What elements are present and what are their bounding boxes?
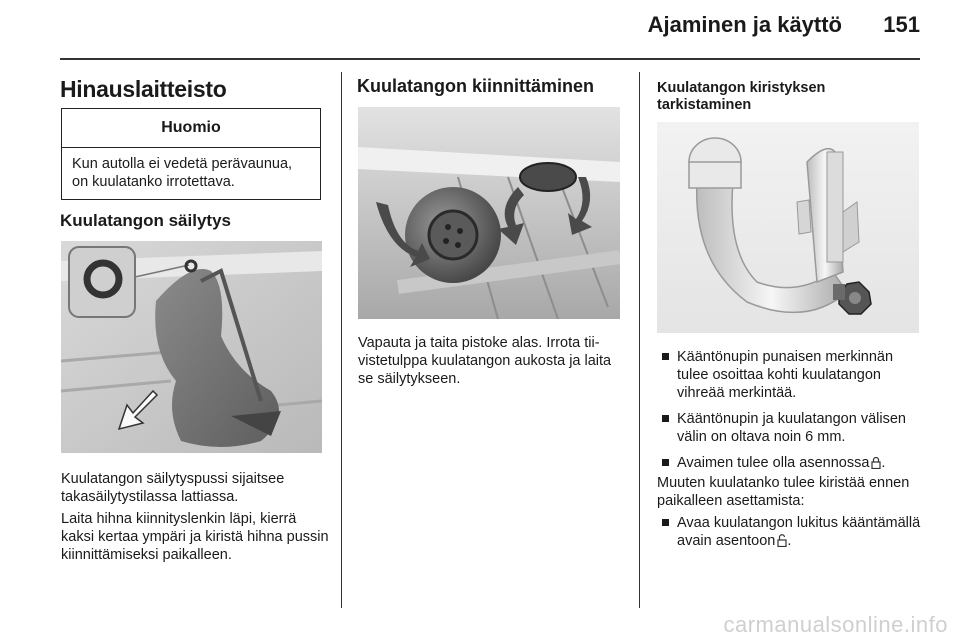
tension-paragraph: Muuten kuulatanko tulee kiristää ennen paikalleen asettamista: (657, 475, 910, 509)
watermark: carmanualsonline.info (723, 612, 948, 637)
attach-heading: Kuulatangon kiinnittäminen (357, 76, 594, 96)
storage-bag-illustration (61, 241, 322, 453)
list-item-suffix: . (787, 533, 792, 549)
socket-illustration (358, 107, 620, 319)
storage-heading: Kuulatangon säilytys (60, 211, 231, 230)
list-item-suffix: . (881, 455, 886, 471)
unlock-list (660, 514, 922, 552)
attach-paragraph-1: Vapauta ja taita pistoke alas. Irrota tiivistetulppa kuulatangon aukosta ja laita se säilytykseen. (358, 335, 612, 387)
running-header: Ajaminen ja käyttö (647, 12, 842, 37)
list-item (660, 454, 922, 474)
tension-check-heading: Kuulatangon kiristyksen tarkistaminen (657, 80, 826, 113)
column-divider-2 (639, 72, 640, 608)
notice-box (61, 108, 321, 200)
notice-text: Kun autolla ei vedetä perävaunua, on kuulatanko irrotettava. (72, 156, 293, 190)
notice-title: Huomio (62, 109, 320, 148)
column-divider-1 (341, 72, 342, 608)
section-title: Hinauslaitteisto (60, 76, 227, 102)
list-item-text: Avaa kuulatangon lukitus kääntämällä avain asentoon (677, 515, 921, 549)
storage-paragraph-1: Kuulatangon säilytyspussi sijaitsee takasäilytystilassa lattiassa. (61, 471, 285, 505)
padlock-open-icon (777, 534, 787, 552)
page-number: 151 (883, 12, 920, 37)
padlock-closed-icon (871, 456, 881, 474)
list-item (660, 514, 922, 552)
tow-bar-illustration (657, 122, 919, 333)
list-item: Kääntönupin ja kuulatangon välisen välin on oltava noin 6 mm. (660, 410, 922, 446)
storage-paragraph-2: Laita hihna kiinnityslenkin läpi, kierrä kaksi kertaa ympäri ja kiristä hihna pussin kiinnittämiseksi paikalleen. (61, 511, 329, 563)
header-rule (60, 58, 920, 60)
list-item: Kääntönupin punaisen merkinnän tulee osoittaa kohti kuulatangon vihreää merkintää. (660, 348, 922, 402)
tension-check-list (660, 348, 922, 474)
list-item-text: Avaimen tulee olla asennossa (677, 455, 870, 471)
